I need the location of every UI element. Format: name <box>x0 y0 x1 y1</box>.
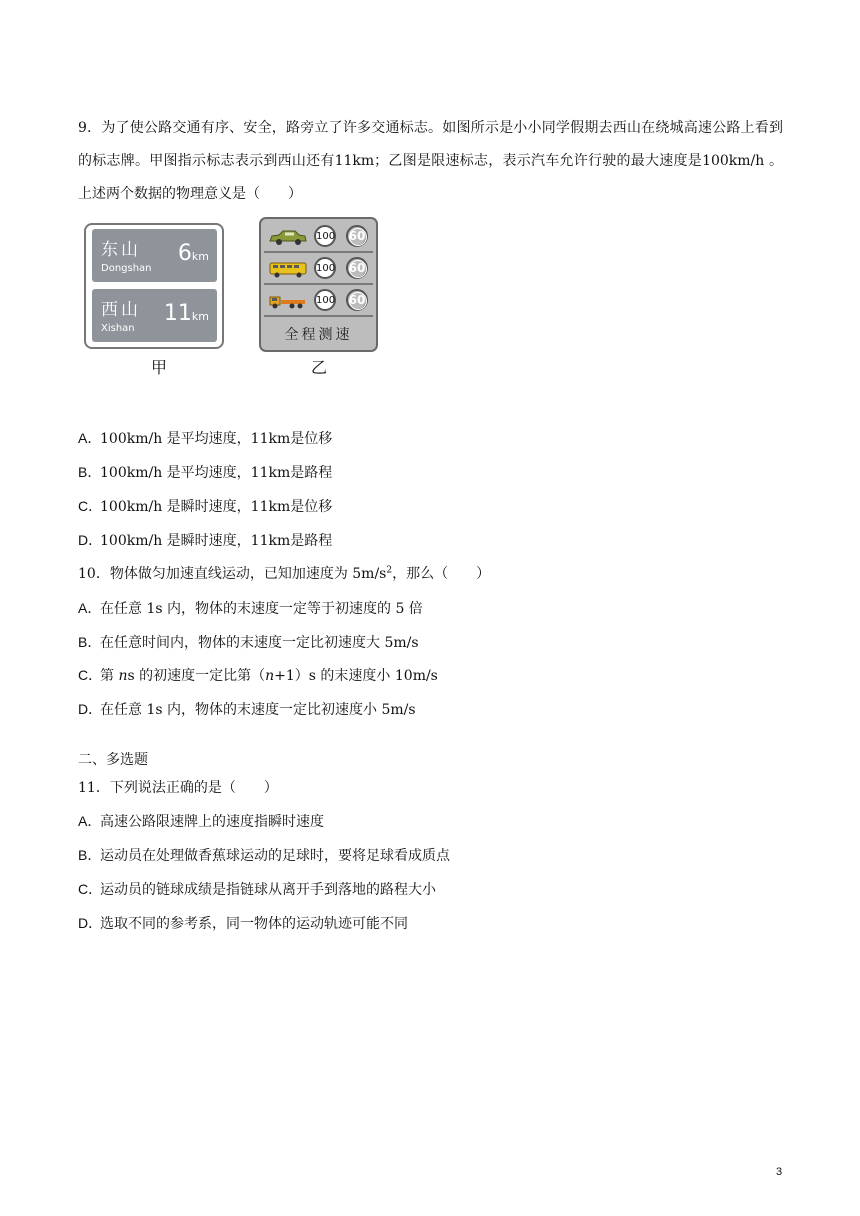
q10-option-c: C．第 ns 的初速度一定比第（n+1）s 的末速度小 10m/s <box>78 667 438 684</box>
max-speed-100: 100 <box>314 289 336 311</box>
max-speed-100: 100 <box>314 225 336 247</box>
speed-row-truck <box>264 287 373 317</box>
bus-icon <box>268 260 308 278</box>
q10-option-b: B．在任意时间内，物体的末速度一定比初速度大 5m/s <box>78 634 419 651</box>
place-name-cn: 西山 <box>101 300 141 320</box>
sign-row-dongshan <box>92 229 217 282</box>
distance-value: 11km <box>163 301 209 326</box>
caption-yi: 乙 <box>311 358 328 377</box>
question-9-stem: 9．为了使公路交通有序、安全，路旁立了许多交通标志。如图所示是小小同学假期去西山在绕城高速公路上看到的标志牌。甲图指示标志表示到西山还有11km；乙图是限速标志，表示汽车允许行驶的最大速度是100km/h 。上述两个数据的物理意义是（ ） <box>78 120 783 202</box>
q10-option-d: D．在任意 1s 内，物体的末速度一定比初速度小 5m/s <box>78 701 416 718</box>
question-11-stem: 11．下列说法正确的是（ ） <box>78 780 278 796</box>
speed-row-bus <box>264 255 373 285</box>
page-number: 3 <box>776 1166 783 1178</box>
distance-value: 6km <box>177 241 209 266</box>
caption-jia: 甲 <box>151 358 168 377</box>
min-speed-60: 60 <box>346 225 368 247</box>
q11-option-a: A．高速公路限速牌上的速度指瞬时速度 <box>78 813 324 830</box>
q11-option-b: B．运动员在处理做香蕉球运动的足球时，要将足球看成质点 <box>78 847 450 864</box>
car-icon <box>268 228 308 246</box>
q9-option-d: D．100km/h 是瞬时速度，11km是路程 <box>78 532 333 549</box>
truck-icon <box>268 292 308 310</box>
place-name-pinyin: Xishan <box>101 323 135 334</box>
sign-row-xishan <box>92 289 217 342</box>
q11-option-d: D．选取不同的参考系，同一物体的运动轨迹可能不同 <box>78 915 408 932</box>
q10-option-a: A．在任意 1s 内，物体的末速度一定等于初速度的 5 倍 <box>78 600 423 617</box>
q9-option-a: A．100km/h 是平均速度，11km是位移 <box>78 430 333 447</box>
question-10-stem: 10．物体做匀加速直线运动，已知加速度为 $5m/s^2$，那么（ ） <box>78 565 491 582</box>
q9-option-c: C．100km/h 是瞬时速度，11km是位移 <box>78 498 333 515</box>
q11-option-c: C．运动员的链球成绩是指链球从离开手到落地的路程大小 <box>78 881 436 898</box>
speed-row-car <box>264 223 373 253</box>
q9-option-b: B．100km/h 是平均速度，11km是路程 <box>78 464 333 481</box>
place-name-pinyin: Dongshan <box>101 263 152 274</box>
max-speed-100: 100 <box>314 257 336 279</box>
section-title-multiple-choice: 二、多选题 <box>78 752 148 768</box>
min-speed-60: 60 <box>346 257 368 279</box>
direction-sign-jia <box>84 223 224 349</box>
speed-enforcement-label: 全程测速 <box>284 327 353 343</box>
min-speed-60: 60 <box>346 289 368 311</box>
place-name-cn: 东山 <box>101 240 141 260</box>
speed-limit-sign-yi <box>259 217 378 352</box>
